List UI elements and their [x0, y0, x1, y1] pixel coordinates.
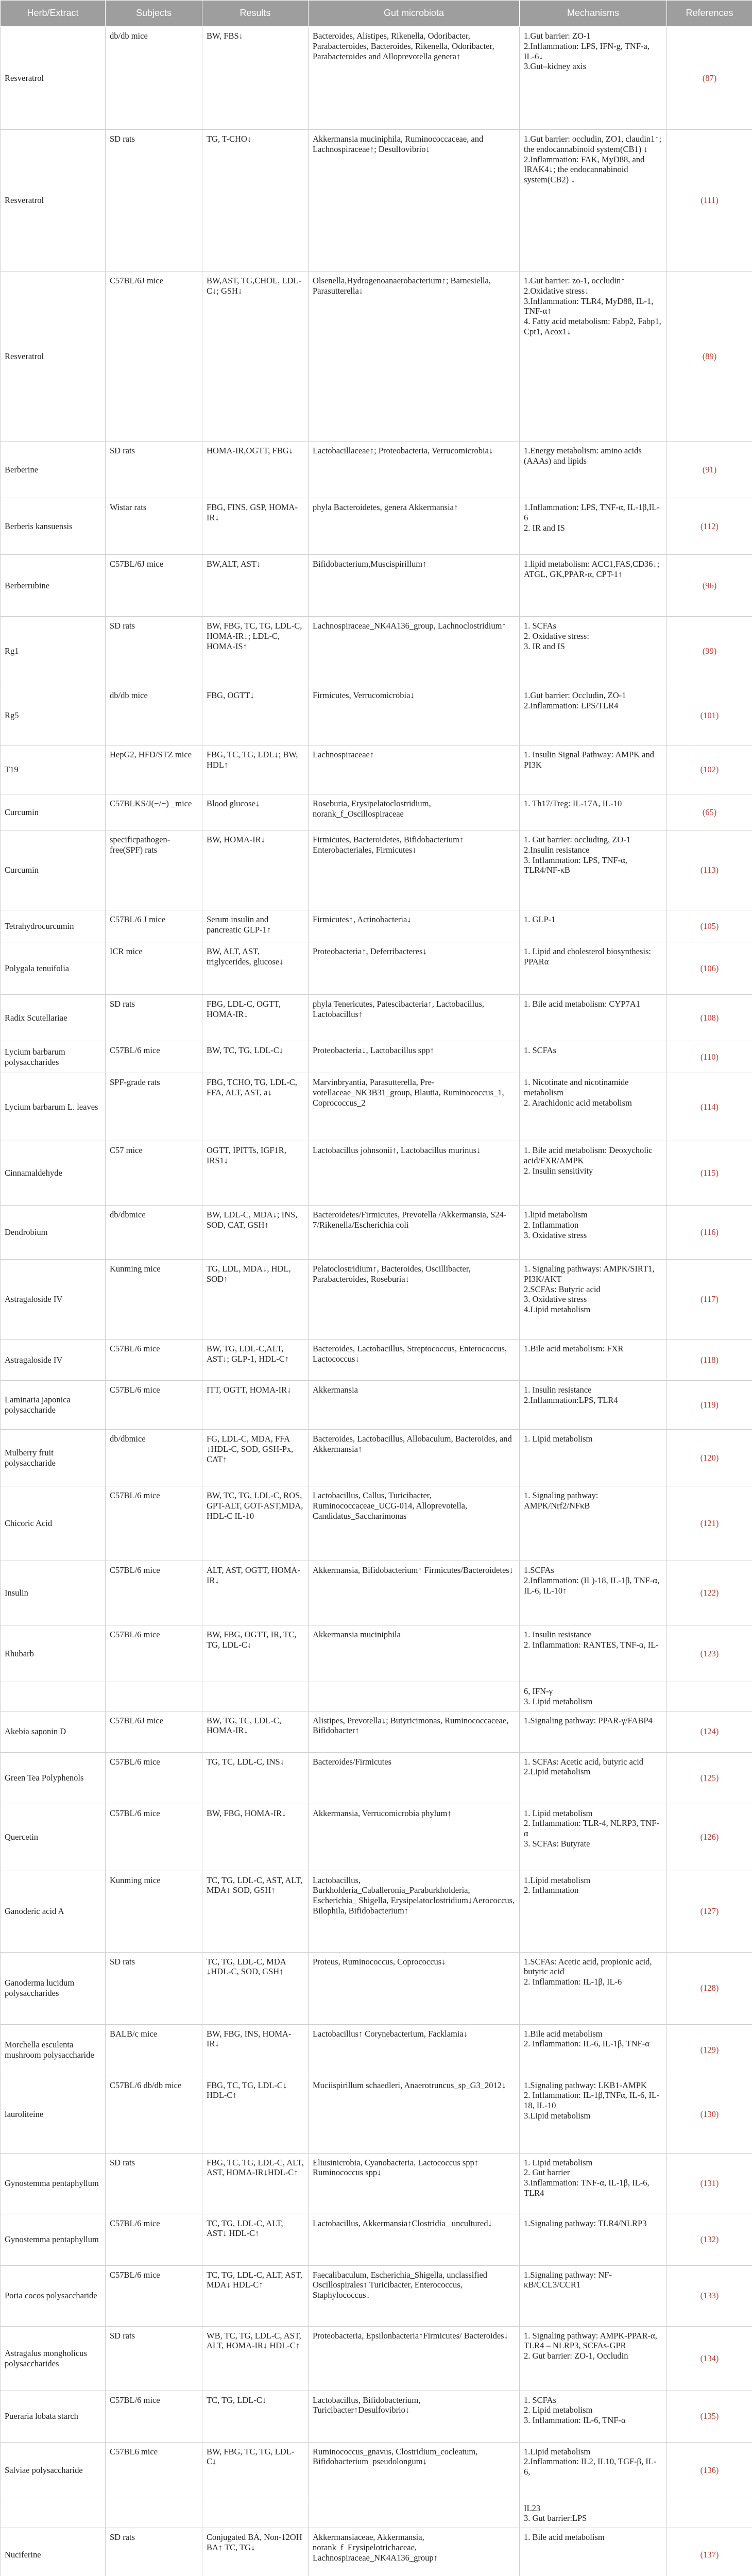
- cell-mechanisms: 1.lipid metabolism: ACC1,FAS,CD36↓; ATGL, GK,PPAR-α, CPT-1↑: [520, 555, 667, 617]
- cell-mechanisms: 6, IFN-γ 3. Lipid metabolism: [520, 1682, 667, 1711]
- cell-results: BW,AST, TG,CHOL, LDL-C↓; GSH↓: [202, 272, 309, 442]
- cell-results: HOMA-IR,OGTT, FBG↓: [202, 442, 309, 498]
- table-row: [1, 555, 752, 617]
- cell-herb-extract: Poria cocos polysaccharide: [1, 2265, 106, 2326]
- cell-results: BW, TC, TG, LDL-C, ROS, GPT-ALT, GOT-AST,MDA, HDL-C IL-10: [202, 1486, 309, 1561]
- cell-gut-microbiota: Lactobacillus johnsonii↑, Lactobacillus murinus↓: [309, 1141, 520, 1206]
- table-row: [1, 2391, 752, 2442]
- cell-herb-extract: Lycium barbarum polysaccharides: [1, 1041, 106, 1073]
- cell-gut-microbiota: phyla Bacteroidetes, genera Akkermansia↑: [309, 498, 520, 555]
- cell-results: FBG, FINS, GSP, HOMA-IR↓: [202, 498, 309, 555]
- cell-mechanisms: 1.Signaling pathway: TLR4/NLRP3: [520, 2214, 667, 2265]
- cell-gut-microbiota: Firmicutes, Verrucomicrobia↓: [309, 686, 520, 745]
- cell-results: BW,ALT, AST↓: [202, 555, 309, 617]
- cell-subjects: C57BL/6 mice: [106, 1752, 202, 1804]
- table-row: [1, 2153, 752, 2214]
- cell-subjects: SD rats: [106, 617, 202, 686]
- table-row: [1, 1206, 752, 1260]
- cell-mechanisms: 1.Energy metabolism: amino acids (AAAs) and lipids: [520, 442, 667, 498]
- cell-subjects: Wistar rats: [106, 498, 202, 555]
- cell-results: WB, TC, TG, LDL-C, AST, ALT, HOMA-IR↓ HDL-C↑: [202, 2326, 309, 2391]
- header-mechanisms: Mechanisms: [520, 1, 667, 27]
- cell-gut-microbiota: Lactobacillus, Callus, Turicibacter, Ruminococcaceae_UCG-014, Alloprevotella, Candidatus_Saccharimonas: [309, 1486, 520, 1561]
- table-row: [1, 2326, 752, 2391]
- cell-gut-microbiota: Pelatoclostridium↑, Bacteroides, Oscillibacter, Parabacteroides, Roseburia↓: [309, 1260, 520, 1340]
- header-gut-microbiota: Gut microbiota: [309, 1, 520, 27]
- cell-herb-extract: Morchella esculenta mushroom polysaccharide: [1, 2024, 106, 2076]
- cell-subjects: C57BLKS/J(−/−) _mice: [106, 794, 202, 831]
- cell-reference[interactable]: (102): [667, 745, 752, 794]
- cell-gut-microbiota: Firmicutes↑, Actinobacteria↓: [309, 910, 520, 942]
- cell-gut-microbiota: Akkermansiaceae, Akkermansia, norank_f_Erysipelotrichaceae, Lachnospiraceae_NK4A136_group↑: [309, 2528, 520, 2576]
- cell-gut-microbiota: Bacteroidetes/Firmicutes, Prevotella /Akkermansia, S24-7/Rikenella/Escherichia coli: [309, 1206, 520, 1260]
- cell-herb-extract: Mulberry fruit polysaccharide: [1, 1430, 106, 1486]
- cell-herb-extract: Rg5: [1, 686, 106, 745]
- cell-results: BW, FBG, HOMA-IR↓: [202, 1804, 309, 1871]
- table-row: [1, 442, 752, 498]
- cell-reference[interactable]: (113): [667, 831, 752, 910]
- cell-herb-extract: Laminaria japonica polysaccharide: [1, 1381, 106, 1430]
- header-subjects: Subjects: [106, 1, 202, 27]
- cell-subjects: SPF-grade rats: [106, 1073, 202, 1141]
- cell-reference[interactable]: (121): [667, 1486, 752, 1561]
- cell-reference[interactable]: (115): [667, 1141, 752, 1206]
- cell-reference[interactable]: (111): [667, 130, 752, 272]
- cell-subjects: specificpathogen-free(SPF) rats: [106, 831, 202, 910]
- table-row: [1, 2499, 752, 2528]
- cell-reference[interactable]: (132): [667, 2214, 752, 2265]
- cell-gut-microbiota: Akkermansia, Verrucomicrobia phylum↑: [309, 1804, 520, 1871]
- table-row: [1, 745, 752, 794]
- cell-subjects: SD rats: [106, 2326, 202, 2391]
- cell-reference[interactable]: (117): [667, 1260, 752, 1340]
- cell-reference[interactable]: (130): [667, 2076, 752, 2153]
- cell-results: FBG, TC, TG, LDL-C↓ HDL-C↑: [202, 2076, 309, 2153]
- cell-results: Conjugated BA, Non-12OH BA↑ TC, TG↓: [202, 2528, 309, 2576]
- cell-herb-extract: Astragaloside IV: [1, 1260, 106, 1340]
- cell-subjects: db/dbmice: [106, 1430, 202, 1486]
- cell-reference[interactable]: (120): [667, 1430, 752, 1486]
- cell-reference[interactable]: (99): [667, 617, 752, 686]
- cell-gut-microbiota: [309, 1682, 520, 1711]
- cell-reference[interactable]: (129): [667, 2024, 752, 2076]
- cell-subjects: SD rats: [106, 130, 202, 272]
- cell-subjects: C57BL/6 mice: [106, 2214, 202, 2265]
- cell-subjects: db/db mice: [106, 686, 202, 745]
- table-row: [1, 1041, 752, 1073]
- cell-herb-extract: Green Tea Polyphenols: [1, 1752, 106, 1804]
- cell-results: TC, TG, LDL-C, ALT, AST↓ HDL-C↑: [202, 2214, 309, 2265]
- table-row: [1, 272, 752, 442]
- cell-subjects: SD rats: [106, 2528, 202, 2576]
- cell-subjects: SD rats: [106, 995, 202, 1041]
- cell-gut-microbiota: Eliusinicrobia, Cyanobacteria, Lactococcus spp↑ Ruminococcus spp↓: [309, 2153, 520, 2214]
- cell-gut-microbiota: Lachnospiraceae↑: [309, 745, 520, 794]
- table-row: [1, 942, 752, 995]
- table-row: [1, 2214, 752, 2265]
- cell-mechanisms: 1.Signaling pathway: PPAR-γ/FABP4: [520, 1711, 667, 1752]
- cell-reference[interactable]: (87): [667, 27, 752, 130]
- cell-mechanisms: 1. Bile acid metabolism: [520, 2528, 667, 2576]
- cell-mechanisms: 1. Bile acid metabolism: CYP7A1: [520, 995, 667, 1041]
- cell-subjects: C57BL/6 mice: [106, 1340, 202, 1381]
- table-row: [1, 995, 752, 1041]
- cell-gut-microbiota: Proteus, Ruminococcus, Coprococcus↓: [309, 1952, 520, 2024]
- table-row: [1, 1381, 752, 1430]
- table-row: [1, 1141, 752, 1206]
- cell-reference[interactable]: (125): [667, 1752, 752, 1804]
- cell-herb-extract: Astragaloside IV: [1, 1340, 106, 1381]
- cell-reference[interactable]: (101): [667, 686, 752, 745]
- cell-results: FBG, LDL-C, OGTT, HOMA-IR↓: [202, 995, 309, 1041]
- cell-subjects: SD rats: [106, 1952, 202, 2024]
- table-row: [1, 1561, 752, 1625]
- cell-herb-extract: Resveratrol: [1, 27, 106, 130]
- cell-subjects: C57BL/6 mice: [106, 1804, 202, 1871]
- cell-reference[interactable]: (118): [667, 1340, 752, 1381]
- cell-gut-microbiota: Firmicutes, Bacteroidetes, Bifidobacterium↑ Enterobacteriales, Firmicutes↓: [309, 831, 520, 910]
- cell-results: FBG, TC, TG, LDL↓; BW, HDL↑: [202, 745, 309, 794]
- table-row: [1, 1625, 752, 1682]
- cell-subjects: db/dbmice: [106, 1206, 202, 1260]
- cell-mechanisms: 1.SCFAs 2.Inflammation: (IL)-18, IL-1β, TNF-α, IL-6, IL-10↑: [520, 1561, 667, 1625]
- cell-herb-extract: Pueraria lobata starch: [1, 2391, 106, 2442]
- cell-reference[interactable]: [667, 2499, 752, 2528]
- cell-mechanisms: 1. GLP-1: [520, 910, 667, 942]
- cell-subjects: C57BL/6 mice: [106, 1041, 202, 1073]
- cell-subjects: C57BL/6 mice: [106, 1625, 202, 1682]
- cell-reference[interactable]: (108): [667, 995, 752, 1041]
- table-row: [1, 1430, 752, 1486]
- cell-reference[interactable]: (126): [667, 1804, 752, 1871]
- cell-subjects: HepG2, HFD/STZ mice: [106, 745, 202, 794]
- cell-herb-extract: Gynostemma pentaphyllum: [1, 2214, 106, 2265]
- cell-mechanisms: 1. SCFAs: [520, 1041, 667, 1073]
- cell-gut-microbiota: phyla Tenericutes, Patescibacteria↑, Lactobacillus, Lactobacillus↑: [309, 995, 520, 1041]
- cell-subjects: SD rats: [106, 2153, 202, 2214]
- cell-mechanisms: 1.Signaling pathway: LKB1-AMPK 2. Inflammation: IL-1β,TNFα, IL-6, IL-18, IL-10 3.Lipid metabolism: [520, 2076, 667, 2153]
- cell-reference[interactable]: (136): [667, 2442, 752, 2499]
- table-row: [1, 1871, 752, 1952]
- cell-results: BW, FBS↓: [202, 27, 309, 130]
- cell-herb-extract: Insulin: [1, 1561, 106, 1625]
- cell-reference[interactable]: (112): [667, 498, 752, 555]
- cell-results: OGTT, IPITTs, IGF1R, IRS1↓: [202, 1141, 309, 1206]
- table-row: [1, 794, 752, 831]
- cell-subjects: SD rats: [106, 442, 202, 498]
- cell-mechanisms: 1.Bile acid metabolism 2. Inflammation: IL-6, IL-1β, TNF-α: [520, 2024, 667, 2076]
- cell-mechanisms: 1.Signaling pathway: NF-κB/CCL3/CCR1: [520, 2265, 667, 2326]
- cell-subjects: C57BL/6 mice: [106, 1486, 202, 1561]
- cell-results: FBG, TC, TG, LDL-C, ALT, AST, HOMA-IR↓HDL-C↑: [202, 2153, 309, 2214]
- cell-mechanisms: 1. Signaling pathways: AMPK/SIRT1, PI3K/AKT 2.SCFAs: Butyric acid 3. Oxidative stress 4.Lipid metabolism: [520, 1260, 667, 1340]
- cell-subjects: BALB/c mice: [106, 2024, 202, 2076]
- cell-herb-extract: Curcumin: [1, 794, 106, 831]
- cell-mechanisms: 1.Gut barrier: occludin, ZO1, claudin1↑; the endocannabinoid system(CB1) ↓ 2.Inflammation: FAK, MyD88, and IRAK4↓; the endocannabinoid system(CB2) ↓: [520, 130, 667, 272]
- cell-mechanisms: 1. Gut barrier: occluding, ZO-1 2.Insulin resistance 3. Inflammation: LPS, TNF-α, TLR4/NF-κB: [520, 831, 667, 910]
- cell-reference[interactable]: (114): [667, 1073, 752, 1141]
- table-row: [1, 1711, 752, 1752]
- table-row: [1, 910, 752, 942]
- cell-results: ITT, OGTT, HOMA-IR↓: [202, 1381, 309, 1430]
- cell-herb-extract: Nuciferine: [1, 2528, 106, 2576]
- cell-mechanisms: 1.lipid metabolism 2. Inflammation 3. Oxidative stress: [520, 1206, 667, 1260]
- cell-subjects: C57BL/6 mice: [106, 1561, 202, 1625]
- cell-subjects: C57BL/6 mice: [106, 2265, 202, 2326]
- table-row: [1, 1340, 752, 1381]
- cell-herb-extract: [1, 1682, 106, 1711]
- cell-herb-extract: Polygala tenuifolia: [1, 942, 106, 995]
- table-row: [1, 686, 752, 745]
- table-row: [1, 2024, 752, 2076]
- cell-gut-microbiota: Marvinbryantia, Parasutterella, Pre-votellaceae_NK3B31_group, Blautia, Ruminococcus_1, Coprococcus_2: [309, 1073, 520, 1141]
- cell-results: BW, FBG, INS, HOMA-IR↓: [202, 2024, 309, 2076]
- cell-herb-extract: Berberrubine: [1, 555, 106, 617]
- table-row: [1, 831, 752, 910]
- cell-reference[interactable]: (89): [667, 272, 752, 442]
- cell-results: TG, TC, LDL-C, INS↓: [202, 1752, 309, 1804]
- cell-herb-extract: Curcumin: [1, 831, 106, 910]
- cell-herb-extract: Rhubarb: [1, 1625, 106, 1682]
- cell-mechanisms: 1. SCFAs 2. Lipid metabolism 3. Inflammation: IL-6, TNF-α: [520, 2391, 667, 2442]
- cell-mechanisms: 1. Insulin Signal Pathway: AMPK and PI3K: [520, 745, 667, 794]
- cell-gut-microbiota: Lactobacillaceae↑; Proteobacteria, Verrucomicrobia↓: [309, 442, 520, 498]
- cell-reference[interactable]: (135): [667, 2391, 752, 2442]
- cell-mechanisms: 1. Insulin resistance 2.Inflammation:LPS, TLR4: [520, 1381, 667, 1430]
- cell-mechanisms: 1. Th17/Treg: IL-17A, IL-10: [520, 794, 667, 831]
- table-row: [1, 1073, 752, 1141]
- cell-gut-microbiota: Alistipes, Prevotella↓; Butyricimonas, Ruminococcaceae, Bifidobacter↑: [309, 1711, 520, 1752]
- cell-results: TG, LDL, MDA↓, HDL, SOD↑: [202, 1260, 309, 1340]
- cell-subjects: ICR mice: [106, 942, 202, 995]
- table-row: [1, 1752, 752, 1804]
- cell-subjects: C57BL/6 J mice: [106, 910, 202, 942]
- cell-gut-microbiota: Lactobacillus, Bifidobacterium, Turicibacter↑Desulfovibrio↓: [309, 2391, 520, 2442]
- cell-results: TC, TG, LDL-C, MDA ↓HDL-C, SOD, GSH↑: [202, 1952, 309, 2024]
- cell-subjects: C57BL/6J mice: [106, 555, 202, 617]
- cell-herb-extract: Tetrahydrocurcumin: [1, 910, 106, 942]
- cell-reference[interactable]: (127): [667, 1871, 752, 1952]
- cell-gut-microbiota: Akkermansia, Bifidobacterium↑ Firmicutes/Bacteroidetes↓: [309, 1561, 520, 1625]
- cell-reference[interactable]: (119): [667, 1381, 752, 1430]
- table-row: [1, 1260, 752, 1340]
- cell-mechanisms: 1. Lipid metabolism: [520, 1430, 667, 1486]
- cell-reference[interactable]: (137): [667, 2528, 752, 2576]
- cell-reference[interactable]: (128): [667, 1952, 752, 2024]
- cell-herb-extract: Berberine: [1, 442, 106, 498]
- cell-results: Serum insulin and pancreatic GLP-1↑: [202, 910, 309, 942]
- table-row: [1, 2265, 752, 2326]
- cell-gut-microbiota: Akkermansia muciniphila, Ruminococcaceae, and Lachnospiraceae↑; Desulfovibrio↓: [309, 130, 520, 272]
- cell-results: BW, FBG, OGTT, IR, TC, TG, LDL-C↓: [202, 1625, 309, 1682]
- cell-reference[interactable]: (123): [667, 1625, 752, 1682]
- cell-gut-microbiota: Proteobacteria, Epsilonbacteria↑Firmicutes/ Bacteroides↓: [309, 2326, 520, 2391]
- cell-subjects: C57BL/6 mice: [106, 1381, 202, 1430]
- cell-subjects: [106, 2499, 202, 2528]
- cell-subjects: Kunming mice: [106, 1871, 202, 1952]
- cell-herb-extract: Ganoderma lucidum polysaccharides: [1, 1952, 106, 2024]
- cell-results: BW, FBG, TC, TG, LDL-C, HOMA-IR↓; LDL-C, HOMA-IS↑: [202, 617, 309, 686]
- table-row: [1, 130, 752, 272]
- cell-results: TC, TG, LDL-C, AST, ALT, MDA↓ SOD, GSH↑: [202, 1871, 309, 1952]
- cell-mechanisms: 1.SCFAs: Acetic acid, propionic acid, butyric acid 2. Inflammation: IL-1β, IL-6: [520, 1952, 667, 2024]
- cell-mechanisms: 1. Lipid metabolism 2. Gut barrier 3.Inflammation: TNF-α, IL-1β, IL-6, TLR4: [520, 2153, 667, 2214]
- cell-reference[interactable]: (124): [667, 1711, 752, 1752]
- cell-herb-extract: Lycium barbarum L. leaves: [1, 1073, 106, 1141]
- table-row: [1, 1486, 752, 1561]
- cell-results: BW, FBG, TC, TG, LDL-C↓: [202, 2442, 309, 2499]
- table-header-row: [1, 1, 752, 27]
- cell-subjects: C57BL6 mice: [106, 2442, 202, 2499]
- cell-gut-microbiota: Bacteroides, Lactobacillus, Streptococcus, Enterococcus, Lactococcus↓: [309, 1340, 520, 1381]
- cell-herb-extract: Salviae polysaccharide: [1, 2442, 106, 2499]
- cell-reference[interactable]: (96): [667, 555, 752, 617]
- cell-mechanisms: 1.Lipid metabolism 2. Inflammation: [520, 1871, 667, 1952]
- cell-mechanisms: 1. Signaling pathway: AMPK/Nrf2/NFκB: [520, 1486, 667, 1561]
- cell-mechanisms: 1.Gut barrier: ZO-1 2.Inflammation: LPS, IFN-g, TNF-a, IL-6↓ 3.Gut–kidney axis: [520, 27, 667, 130]
- cell-gut-microbiota: Akkermansia muciniphila: [309, 1625, 520, 1682]
- cell-reference[interactable]: (105): [667, 910, 752, 942]
- table-row: [1, 2442, 752, 2499]
- table-row: [1, 27, 752, 130]
- cell-herb-extract: Chicoric Acid: [1, 1486, 106, 1561]
- cell-subjects: C57BL/6J mice: [106, 272, 202, 442]
- cell-results: TC, TG, LDL-C, ALT, AST, MDA↓ HDL-C↑: [202, 2265, 309, 2326]
- cell-gut-microbiota: Bacteroides/Firmicutes: [309, 1752, 520, 1804]
- cell-herb-extract: Akebia saponin D: [1, 1711, 106, 1752]
- cell-results: FBG, OGTT↓: [202, 686, 309, 745]
- table-row: [1, 1804, 752, 1871]
- table-row: [1, 617, 752, 686]
- cell-reference[interactable]: (131): [667, 2153, 752, 2214]
- cell-reference[interactable]: (65): [667, 794, 752, 831]
- cell-herb-extract: Gynostemma pentaphyllum: [1, 2153, 106, 2214]
- header-herb-extract: Herb/Extract: [1, 1, 106, 27]
- cell-mechanisms: 1. SCFAs 2. Oxidative stress: 3. IR and IS: [520, 617, 667, 686]
- cell-results: BW, TC, TG, LDL-C↓: [202, 1041, 309, 1073]
- cell-subjects: [106, 1682, 202, 1711]
- cell-results: TC, TG, LDL-C↓: [202, 2391, 309, 2442]
- header-references: References: [667, 1, 752, 27]
- cell-gut-microbiota: Ruminococcus_gnavus, Clostridium_cocleatum, Bifidobacterium_pseudolongum↓: [309, 2442, 520, 2499]
- cell-results: BW, LDL-C, MDA↓; INS, SOD, CAT, GSH↑: [202, 1206, 309, 1260]
- cell-mechanisms: IL23 3. Gut barrier:LPS: [520, 2499, 667, 2528]
- cell-gut-microbiota: Bacteroides, Lactobacillus, Allobaculum, Bacteroides, and Akkermansia↑: [309, 1430, 520, 1486]
- cell-results: ALT, AST, OGTT, HOMA-IR↓: [202, 1561, 309, 1625]
- cell-herb-extract: Astragalus mongholicus polysaccharides: [1, 2326, 106, 2391]
- cell-subjects: C57BL/6 db/db mice: [106, 2076, 202, 2153]
- cell-subjects: C57BL/6J mice: [106, 1711, 202, 1752]
- cell-mechanisms: 1. Lipid metabolism 2. Inflammation: TLR-4, NLRP3, TNF-α 3. SCFAs: Butyrate: [520, 1804, 667, 1871]
- table-row: [1, 2076, 752, 2153]
- cell-mechanisms: 1. Nicotinate and nicotinamide metabolism 2. Arachidonic acid metabolism: [520, 1073, 667, 1141]
- cell-subjects: C57BL/6 mice: [106, 2391, 202, 2442]
- cell-herb-extract: Quercetin: [1, 1804, 106, 1871]
- header-results: Results: [202, 1, 309, 27]
- cell-gut-microbiota: Lachnospiraceae_NK4A136_group, Lachnoclostridium↑: [309, 617, 520, 686]
- cell-gut-microbiota: Lactobacillus, Burkholderia_Caballeronia_Paraburkholderia, Escherichia_ Shigella, Erysipelatoclostridium↓Aerococcus, Bilophila, Bifidobacterium↑: [309, 1871, 520, 1952]
- cell-herb-extract: Resveratrol: [1, 272, 106, 442]
- cell-mechanisms: 1. Insulin resistance 2. Inflammation: RANTES, TNF-α, IL-: [520, 1625, 667, 1682]
- cell-gut-microbiota: Bacteroides, Alistipes, Rikenella, Odoribacter, Parabacteroides, Bacteroides, Rikenella, Odoribacter, Parabacteroides and Alloprevotella genera↑: [309, 27, 520, 130]
- cell-herb-extract: Ganoderic acid A: [1, 1871, 106, 1952]
- cell-results: TG, T-CHO↓: [202, 130, 309, 272]
- cell-subjects: Kunming mice: [106, 1260, 202, 1340]
- cell-mechanisms: 1. Signaling pathway: AMPK-PPAR-α, TLR4 – NLRP3, SCFAs-GPR 2. Gut barrier: ZO-1, Occludin: [520, 2326, 667, 2391]
- cell-gut-microbiota: Proteobacteria↓, Lactobacillus spp↑: [309, 1041, 520, 1073]
- table-row: [1, 1952, 752, 2024]
- cell-herb-extract: Dendrobium: [1, 1206, 106, 1260]
- cell-results: BW, TG, LDL-C,ALT, AST↓; GLP-1, HDL-C↑: [202, 1340, 309, 1381]
- cell-herb-extract: lauroliteine: [1, 2076, 106, 2153]
- cell-gut-microbiota: Lactobacillus, Akkermansia↑Clostridia_ uncultured↓: [309, 2214, 520, 2265]
- cell-results: BW, TG, TC, LDL-C, HOMA-IR↓: [202, 1711, 309, 1752]
- cell-herb-extract: Berberis kansuensis: [1, 498, 106, 555]
- cell-mechanisms: 1. Lipid and cholesterol biosynthesis: PPARα: [520, 942, 667, 995]
- cell-mechanisms: 1.Gut barrier: Occludin, ZO-1 2.Inflammation: LPS/TLR4: [520, 686, 667, 745]
- cell-mechanisms: 1.Gut barrier: zo-1, occludin↑ 2.Oxidative stress↓ 3.Inflammation: TLR4, MyD88, IL-1, TNF-α↑ 4. Fatty acid metabolism: Fabp2, Fabp1, Cpt1, Acox1↓: [520, 272, 667, 442]
- cell-subjects: C57 mice: [106, 1141, 202, 1206]
- cell-reference[interactable]: (110): [667, 1041, 752, 1073]
- cell-reference[interactable]: (91): [667, 442, 752, 498]
- cell-results: BW, ALT, AST, triglycerides, glucose↓: [202, 942, 309, 995]
- cell-results: FG, LDL-C, MDA, FFA ↓HDL-C, SOD, GSH-Px, CAT↑: [202, 1430, 309, 1486]
- cell-reference[interactable]: (116): [667, 1206, 752, 1260]
- cell-gut-microbiota: Akkermansia: [309, 1381, 520, 1430]
- cell-gut-microbiota: [309, 2499, 520, 2528]
- cell-gut-microbiota: Olsenella,Hydrogenoanaerobacterium↑; Barnesiella, Parasutterella↓: [309, 272, 520, 442]
- cell-reference[interactable]: [667, 1682, 752, 1711]
- cell-gut-microbiota: Bifidobacterium,Muscispirillum↑: [309, 555, 520, 617]
- cell-mechanisms: 1. SCFAs: Acetic acid, butyric acid 2.Lipid metabolism: [520, 1752, 667, 1804]
- cell-herb-extract: Resveratrol: [1, 130, 106, 272]
- cell-herb-extract: T19: [1, 745, 106, 794]
- cell-results: BW, HOMA-IR↓: [202, 831, 309, 910]
- cell-gut-microbiota: Faecalibaculum, Escherichia_Shigella, unclassified Oscillospirales↑ Turicibacter, Enterococcus, Staphylococcus↓: [309, 2265, 520, 2326]
- cell-gut-microbiota: Proteobacteria↑, Deferribacteres↓: [309, 942, 520, 995]
- cell-mechanisms: 1.Inflammation: LPS, TNF-α, IL-1β,IL-6 2. IR and IS: [520, 498, 667, 555]
- cell-mechanisms: 1.Bile acid metabolism: FXR: [520, 1340, 667, 1381]
- table-row: [1, 498, 752, 555]
- cell-herb-extract: Radix Scutellariae: [1, 995, 106, 1041]
- table-row: [1, 1682, 752, 1711]
- cell-results: [202, 1682, 309, 1711]
- table-body: [1, 27, 752, 2576]
- cell-gut-microbiota: Muciispirillum schaedleri, Anaerotruncus_sp_G3_2012↓: [309, 2076, 520, 2153]
- cell-results: [202, 2499, 309, 2528]
- cell-herb-extract: Rg1: [1, 617, 106, 686]
- cell-mechanisms: 1. Bile acid metabolism: Deoxycholic acid/FXR/AMPK 2. Insulin sensitivity: [520, 1141, 667, 1206]
- cell-gut-microbiota: Lactobacillus↑ Corynebacterium, Facklamia↓: [309, 2024, 520, 2076]
- cell-herb-extract: Cinnamaldehyde: [1, 1141, 106, 1206]
- cell-reference[interactable]: (134): [667, 2326, 752, 2391]
- cell-results: Blood glucose↓: [202, 794, 309, 831]
- cell-mechanisms: 1.Lipid metabolism 2.Inflammation: IL2, IL10, TGF-β, IL-6,: [520, 2442, 667, 2499]
- cell-reference[interactable]: (133): [667, 2265, 752, 2326]
- cell-reference[interactable]: (106): [667, 942, 752, 995]
- cell-herb-extract: [1, 2499, 106, 2528]
- cell-reference[interactable]: (122): [667, 1561, 752, 1625]
- table-row: [1, 2528, 752, 2576]
- cell-gut-microbiota: Roseburia, Erysipelatoclostridium, norank_f_Oscillospiraceae: [309, 794, 520, 831]
- cell-results: FBG, TCHO, TG, LDL-C, FFA, ALT, AST, a↓: [202, 1073, 309, 1141]
- cell-subjects: db/db mice: [106, 27, 202, 130]
